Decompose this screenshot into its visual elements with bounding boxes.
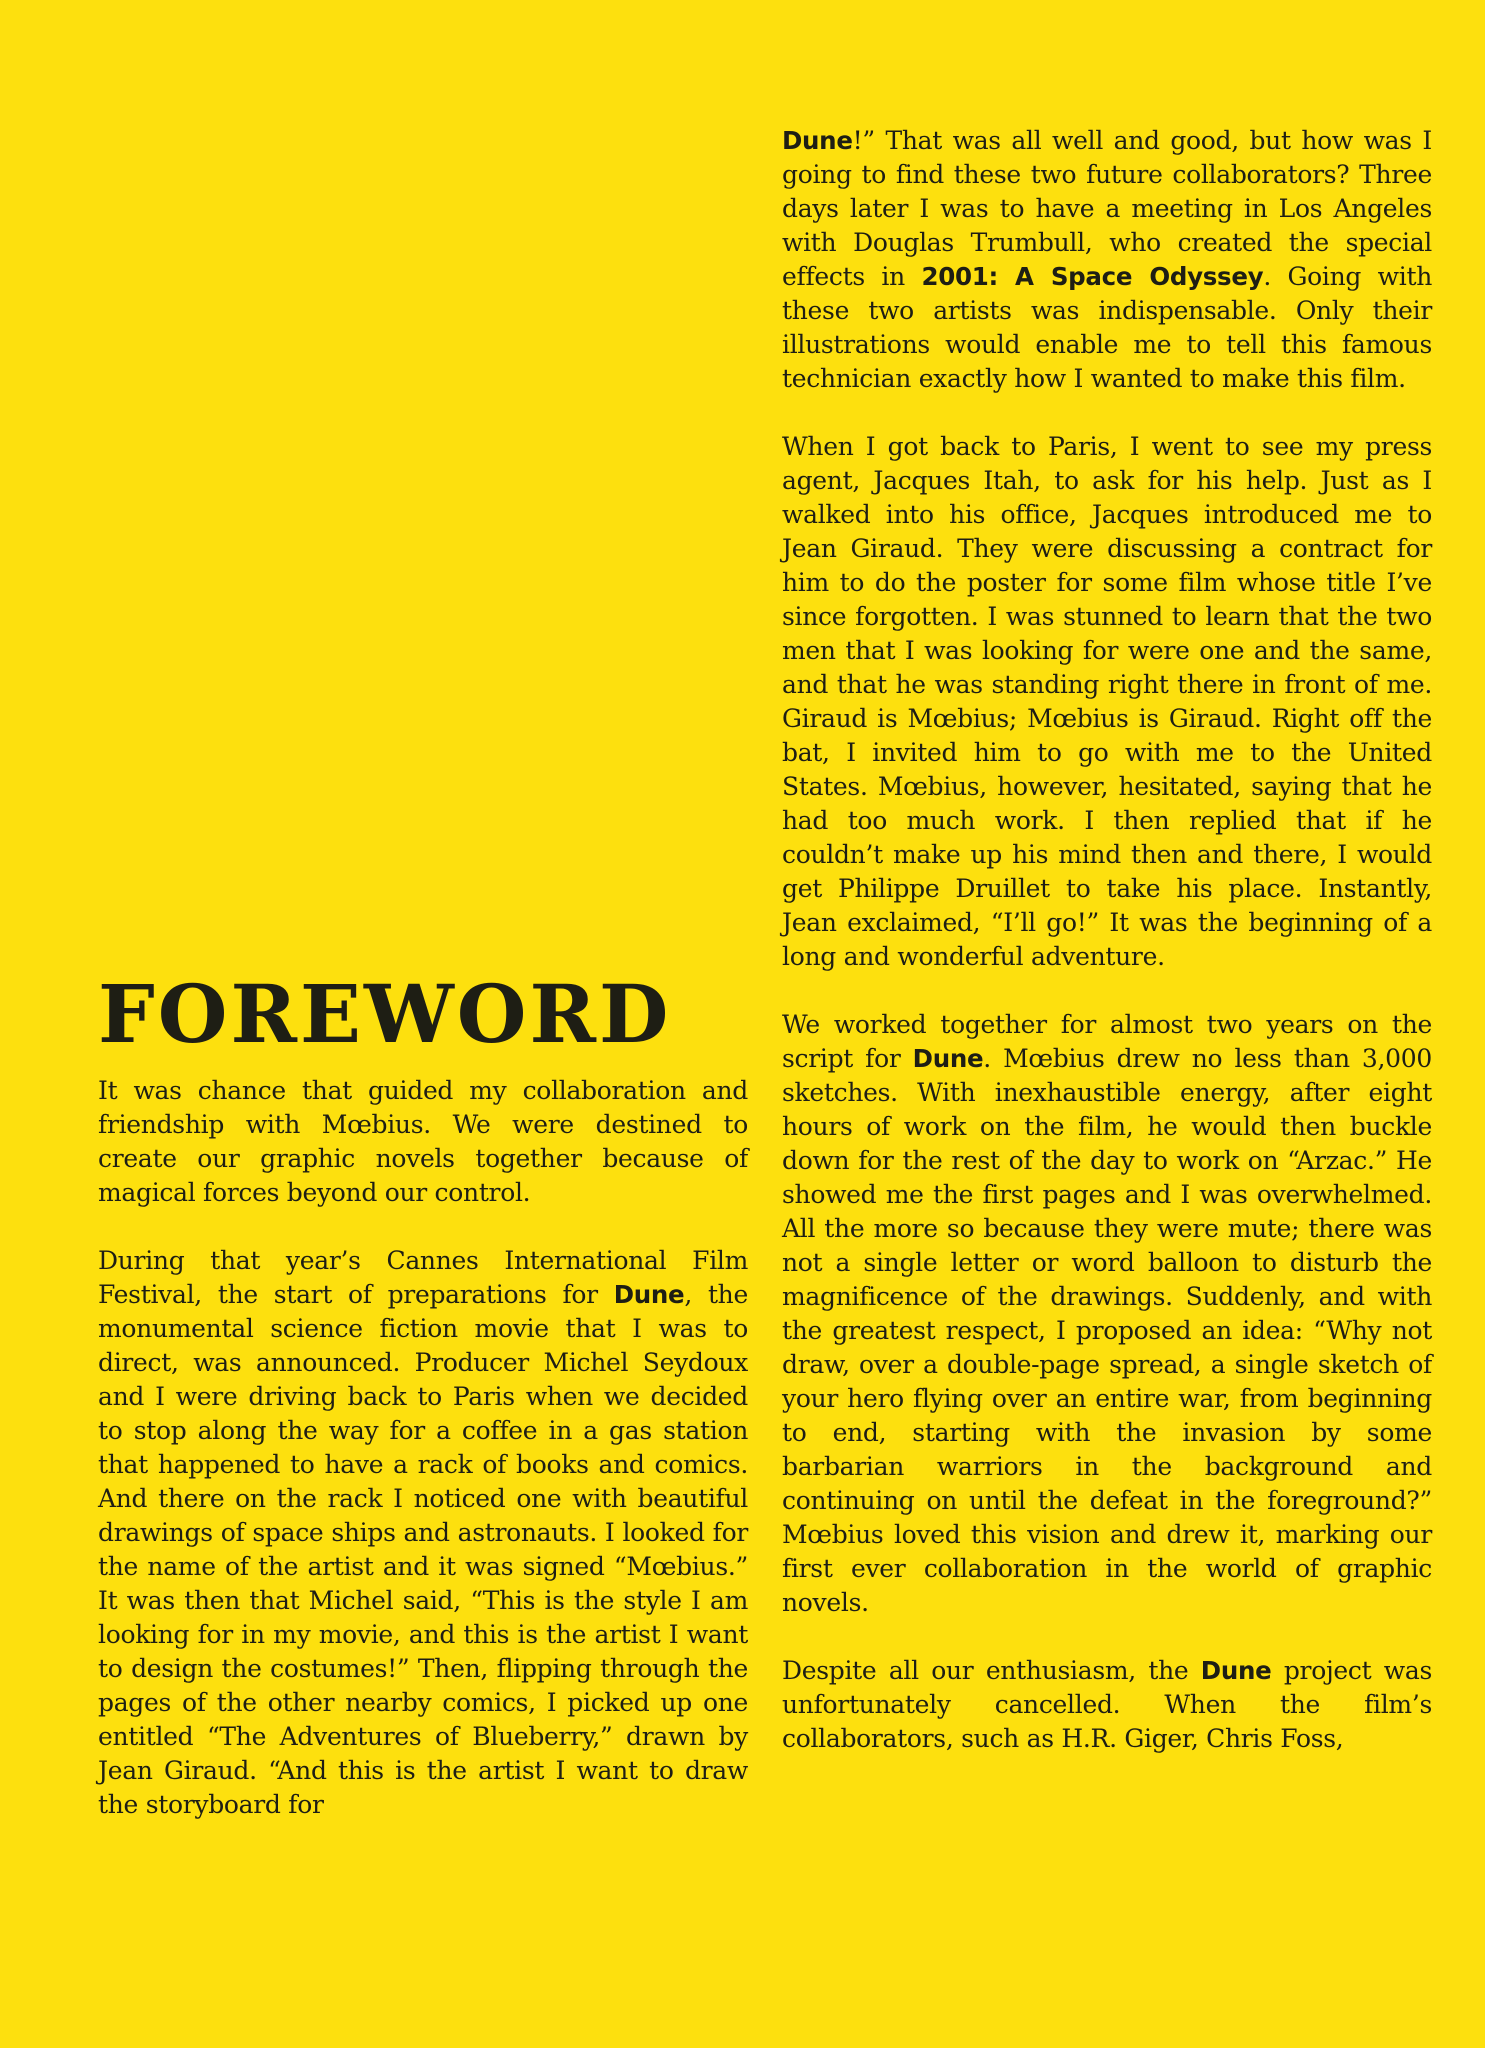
title-reference: Dune [1200,1656,1272,1685]
body-paragraph [782,1008,1432,1620]
text-run: !” That was all well and good, but how was I going to find these two future collaborators? Three days later I was to have a meeting in Los Angeles with Douglas Trumbull, who created the special effects in [782,126,1432,291]
left-body [98,1074,748,1822]
text-run: We worked together for almost two years on the script for [782,1010,1432,1073]
body-paragraph [98,1244,748,1822]
text-run: project was unfortunately cancelled. When the film’s collaborators, such as H.R. Giger, Chris Foss, [782,1656,1432,1753]
body-paragraph [98,1074,748,1210]
text-run: . Mœbius drew no less than 3,000 sketches. With inexhaustible energy, after eight hours of work on the film, he would then buckle down for the rest of the day to work on “Arzac.” He showed me the first pages and I was overwhelmed. All the more so because they were mute; there was not a single letter or word balloon to disturb the magnificence of the drawings. Suddenly, and with the greatest respect, I proposed an idea: “Why not draw, over a double-page spread, a single sketch of your hero flying over an entire war, from beginning to end, starting with the invasion by some barbarian warriors in the background and continuing on until the defeat in the foreground?” Mœbius loved this vision and drew it, marking our first ever collaboration in the world of graphic novels. [782,1044,1432,1617]
left-column [98,967,748,1856]
title-reference: Dune [912,1044,984,1073]
text-run: Despite all our enthusiasm, the [782,1656,1201,1685]
right-body [782,124,1432,1756]
body-paragraph [782,124,1432,396]
text-run: When I got back to Paris, I went to see my press agent, Jacques Itah, to ask for his help. Just as I walked into his office, Jacques introduced me to Jean Giraud. They were discussing a contract for him to do the poster for some film whose title I’ve since forgotten. I was stunned to learn that the two men that I was looking for were one and the same, and that he was standing right there in front of me. Giraud is Mœbius; Mœbius is Giraud. Right off the bat, I invited him to go with me to the United States. Mœbius, however, hesitated, saying that he had too much work. I then replied that if he couldn’t make up his mind then and there, I would get Philippe Druillet to take his place. Instantly, Jean exclaimed, “I’ll go!” It was the beginning of a long and wonderful adventure. [782,432,1432,971]
text-run: During that year’s Cannes International Film Festival, the start of preparations for [98,1246,748,1309]
text-run: It was chance that guided my collaboration and friendship with Mœbius. We were destined to create our graphic novels together because of magical forces beyond our control. [98,1076,748,1207]
title-reference: Dune [782,126,853,155]
title-reference: 2001: A Space Odyssey [921,262,1264,291]
body-paragraph [782,430,1432,974]
text-run: , the monumental science fiction movie that I was to direct, was announced. Producer Michel Seydoux and I were driving back to Paris when we decided to stop along the way for a coffee in a gas station that happened to have a rack of books and comics. And there on the rack I noticed one with beautiful drawings of space ships and astronauts. I looked for the name of the artist and it was signed “Mœbius.” It was then that Michel said, “This is the style I am looking for in my movie, and this is the artist I want to design the costumes!” Then, flipping through the pages of the other nearby comics, I picked up one entitled “The Adventures of Blueberry,” drawn by Jean Giraud. “And this is the artist I want to draw the storyboard for [98,1280,748,1819]
right-column [782,124,1432,1790]
page-title: FOREWORD [98,967,672,1061]
text-run: . Going with these two artists was indispensable. Only their illustrations would enable me to tell this famous technician exactly how I wanted to make this film. [782,262,1432,393]
title-reference: Dune [613,1280,685,1309]
body-paragraph [782,1654,1432,1756]
